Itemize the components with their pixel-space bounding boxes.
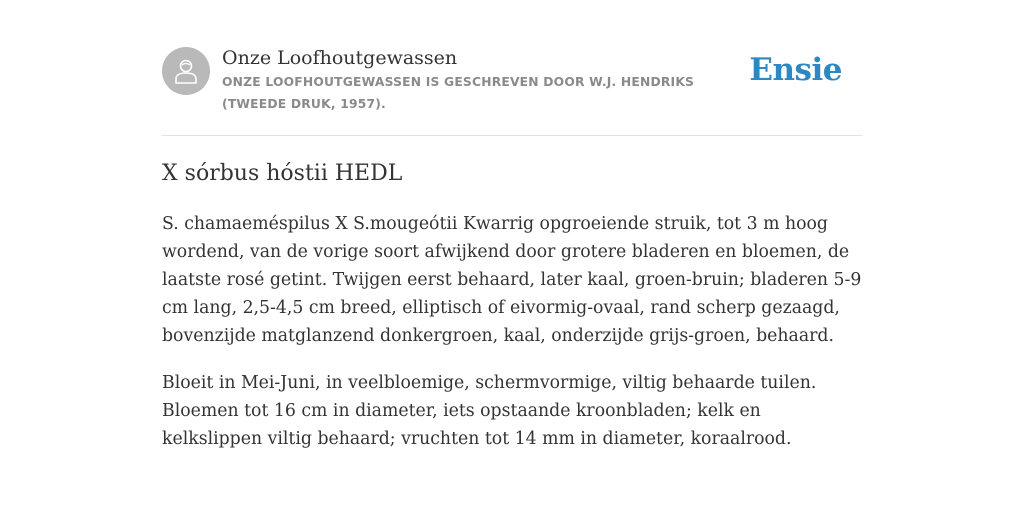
source-description: ONZE LOOFHOUTGEWASSEN IS GESCHREVEN DOOR W.J. HENDRIKS (TWEEDE DRUK, 1957). bbox=[222, 75, 695, 111]
source-title[interactable]: Onze Loofhoutgewassen bbox=[222, 47, 458, 69]
header-divider bbox=[162, 135, 862, 136]
entry-paragraph: S. chamaeméspilus X S.mougeótii Kwarrig opgroeiende struik, tot 3 m hoog wordend, van de vorige soort afwijkend door grotere bladeren en bloemen, de laatste rosé getint. Twijgen eerst behaard, later kaal, groen-bruin; bladeren 5-9 cm lang, 2,5-4,5 cm breed, elliptisch of eivormig-ovaal, rand scherp gezaagd, bovenzijde matglanzend donkergroen, kaal, onderzijde grijs-groen, behaard. bbox=[162, 214, 862, 346]
brand-logo[interactable]: Ensie bbox=[749, 52, 842, 88]
entry-paragraph: Bloeit in Mei-Juni, in veelbloemige, schermvormige, viltig behaarde tuilen. Bloemen tot 16 cm in diameter, iets opstaande kroonbladen; kelk en kelkslippen viltig behaard; vruchten tot 14 mm in diameter, koraalrood. bbox=[162, 373, 817, 449]
person-outline-icon bbox=[171, 56, 201, 86]
entry-title: X sórbus hóstii HEDL bbox=[162, 161, 403, 186]
entry-content bbox=[162, 158, 862, 472]
user-avatar-icon bbox=[162, 47, 210, 95]
source-header bbox=[162, 44, 862, 134]
